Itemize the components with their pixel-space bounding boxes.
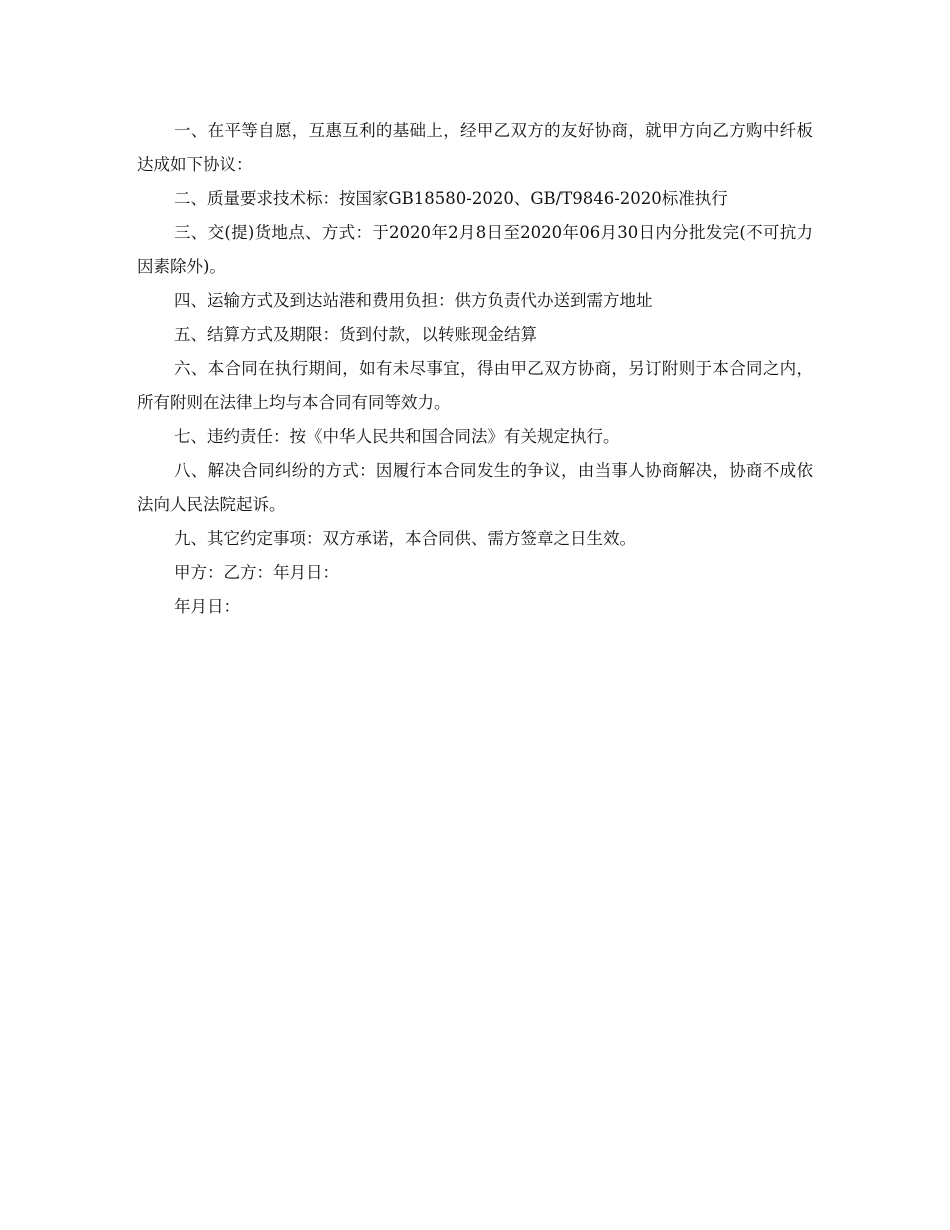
clause-1-agreement: 一、在平等自愿，互惠互利的基础上，经甲乙双方的友好协商，就甲方向乙方购中纤板 达成如下协议： [137,121,813,174]
clause-3-delivery: 三、交(提)货地点、方式：于2020年2月8日至2020年06月30日内分批发完(不可抗力因素除外)。 [137,223,813,276]
clause-6-supplement: 六、本合同在执行期间，如有未尽事宜，得由甲乙双方协商，另订附则于本合同之内，所有附则在法律上均与本合同有同等效力。 [137,359,813,412]
clause-5-settlement: 五、结算方式及期限：货到付款，以转账现金结算 [174,325,537,344]
date-line: 年月日： [174,597,240,616]
signature-line: 甲方：乙方：年月日： [174,563,339,582]
contract-body [137,114,813,624]
clause-2-quality: 二、质量要求技术标：按国家GB18580-2020、GB/T9846-2020标准执行 [174,189,728,208]
clause-4-transport: 四、运输方式及到达站港和费用负担：供方负责代办送到需方地址 [174,291,653,310]
clause-7-liability: 七、违约责任：按《中华人民共和国合同法》有关规定执行。 [174,427,620,446]
clause-9-other: 九、其它约定事项：双方承诺，本合同供、需方签章之日生效。 [174,529,636,548]
clause-8-disputes: 八、解决合同纠纷的方式：因履行本合同发生的争议，由当事人协商解决，协商不成依法向人民法院起诉。 [137,461,813,514]
